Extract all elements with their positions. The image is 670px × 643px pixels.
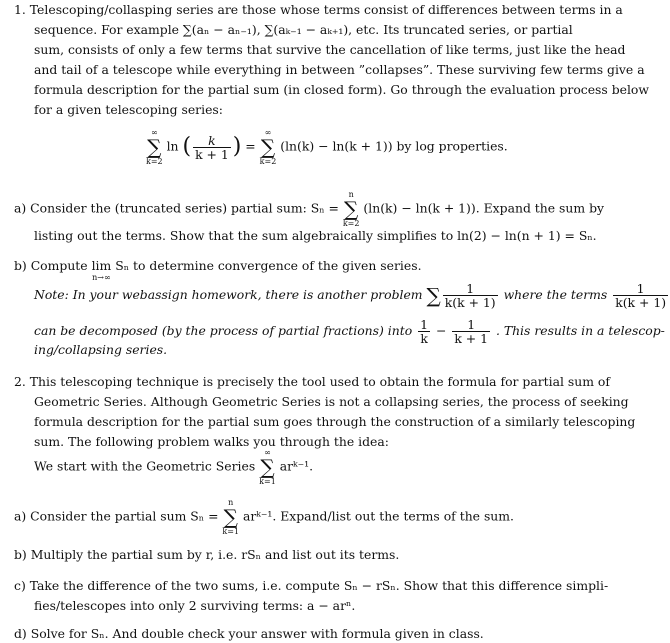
- p2-part-a: [14, 498, 514, 536]
- note-line-1: Note: In your webassign homework, there is another problem ∑ $\frac{1}{k(k + 1)}$ where the terms $\frac{1}{k(k + 1)}$: [34, 281, 667, 310]
- p1-a-sum-bottom: k=2: [342, 219, 360, 228]
- ln-text: ln: [166, 138, 179, 154]
- p2-line-1: 2. This telescoping technique is precisely the tool used to obtain the formula for partial sum of: [14, 374, 610, 389]
- p2-line-2: Geometric Series. Although Geometric Series is not a collapsing series, the process of seeking: [34, 394, 629, 409]
- p2-a-label: a) Consider the partial sum: [14, 508, 187, 524]
- p1-a-line-2: listing out the terms. Show that the sum algebraically simplifies to ln(2) − ln(n + 1) = Sₙ.: [34, 228, 597, 243]
- note-fraction-4-num: 1: [452, 318, 490, 332]
- p2-a-tail: arᵏ⁻¹. Expand/list out the terms of the sum.: [243, 508, 514, 524]
- fraction: [193, 134, 231, 161]
- note-1a: Note: In your webassign homework, there is another problem: [34, 287, 423, 302]
- p1-line-5: formula description for the partial sum (in closed form). Go through the evaluation process below: [34, 82, 650, 97]
- p1-line-6: for a given telescoping series:: [34, 102, 223, 117]
- limit-text: lim: [91, 258, 112, 273]
- equals-sign: =: [245, 138, 256, 154]
- minus-sign: −: [435, 323, 447, 338]
- note-fraction-1-den: k(k + 1): [444, 295, 496, 310]
- geo-term: arᵏ⁻¹.: [279, 458, 314, 474]
- p1-line-2: sequence. For example ∑(aₙ − aₙ₋₁), ∑(aₖ₋₁ − aₖ₊₁), etc. Its truncated series, or partial: [34, 22, 573, 37]
- p1-line-1: 1. Telescoping/collasping series are those whose terms consist of differences between terms in a: [14, 2, 623, 17]
- p1-line-3: sum, consists of only a few terms that survive the cancellation of like terms, just like the head: [34, 42, 626, 57]
- limit-subscript: n→∞: [92, 273, 111, 282]
- note-2a: can be decomposed (by the process of partial fractions) into: [34, 323, 413, 338]
- display-rhs: (ln(k) − ln(k + 1)) by log properties.: [280, 138, 508, 154]
- p1-a-sum-top: n: [348, 190, 354, 199]
- limit: [92, 258, 112, 282]
- sum2-upper-limit: ∞: [264, 128, 272, 137]
- sum-symbol: ∞ ∑ k=2: [146, 128, 163, 166]
- p2-part-b: b) Multiply the partial sum by r, i.e. rSₙ and list out its terms.: [14, 547, 400, 562]
- geo-series-line: [34, 448, 313, 486]
- note-fraction-4-den: k + 1: [454, 331, 488, 346]
- note-fraction-3: [418, 318, 430, 345]
- p2-line-4: sum. The following problem walks you through the idea:: [34, 434, 389, 449]
- display-equation: ∞ ∑ k=2 ln ( $\frac{k}{k + 1}$ ) = ∞ ∑ k=2 (ln(k) − ln(k + 1)) by log properties.: [146, 128, 508, 166]
- p2-part-c-line-2: fies/telescopes into only 2 surviving terms: a − arⁿ.: [34, 598, 356, 613]
- sum2-lower-limit: k=2: [259, 157, 277, 166]
- p1-part-b: [14, 258, 422, 282]
- note-fraction-3-den: k: [420, 331, 428, 346]
- p2-line-3: formula description for the partial sum goes through the construction of a similarly telescoping: [34, 414, 636, 429]
- fraction-numerator: k: [208, 132, 216, 148]
- p1-part-a: [14, 190, 604, 228]
- note-fraction-4: [452, 318, 490, 345]
- sum-upper-limit: ∞: [150, 128, 158, 137]
- fraction-denominator: k + 1: [195, 146, 229, 162]
- note-fraction-2-den: k(k + 1): [615, 295, 667, 310]
- note-fraction-2: [613, 282, 668, 309]
- note-line-3: ing/collapsing series.: [34, 342, 168, 357]
- p1-a-sum-symbol: n ∑ k=2: [342, 190, 360, 228]
- geo-sum-top: ∞: [264, 448, 271, 457]
- note-1b: where the terms: [503, 287, 608, 302]
- p2-part-d: d) Solve for Sₙ. And double check your answer with formula given in class.: [14, 626, 484, 641]
- note-fraction-3-num: 1: [420, 317, 429, 332]
- sum-lower-limit: k=2: [146, 157, 163, 166]
- p1-a-sn: Sₙ =: [310, 200, 339, 216]
- note-2b: . This results in a telescop-: [495, 323, 665, 338]
- p2-part-c-line-1: c) Take the difference of the two sums, i.e. compute Sₙ − rSₙ. Show that this difference simpli-: [14, 578, 609, 593]
- p2-a-sum-top: n: [228, 498, 234, 507]
- p2-a-sum-symbol: n ∑ k=1: [222, 498, 240, 536]
- p1-b-tail: Sₙ to determine convergence of the given series.: [115, 258, 422, 273]
- note-fraction-1: [443, 282, 498, 309]
- note-fraction-1-num: 1: [443, 282, 498, 296]
- p1-b-label: b) Compute: [14, 258, 88, 273]
- p1-line-4: and tail of a telescope while everything in between ”collapses”. These surviving few terms give a: [34, 62, 645, 77]
- p2-a-sn: Sₙ =: [190, 508, 219, 524]
- geo-sum-symbol: ∞ ∑ k=1: [259, 448, 276, 486]
- note-fraction-2-num: 1: [613, 282, 668, 296]
- geo-text: We start with the Geometric Series: [34, 458, 256, 474]
- p2-a-sum-bottom: k=1: [222, 527, 240, 536]
- sum-symbol-2: ∞ ∑ k=2: [259, 128, 277, 166]
- note-line-2: [34, 318, 665, 345]
- p1-a-label: a) Consider the (truncated series) partial sum:: [14, 200, 307, 216]
- p1-a-tail: (ln(k) − ln(k + 1)). Expand the sum by: [363, 200, 604, 216]
- geo-sum-bottom: k=1: [259, 477, 276, 486]
